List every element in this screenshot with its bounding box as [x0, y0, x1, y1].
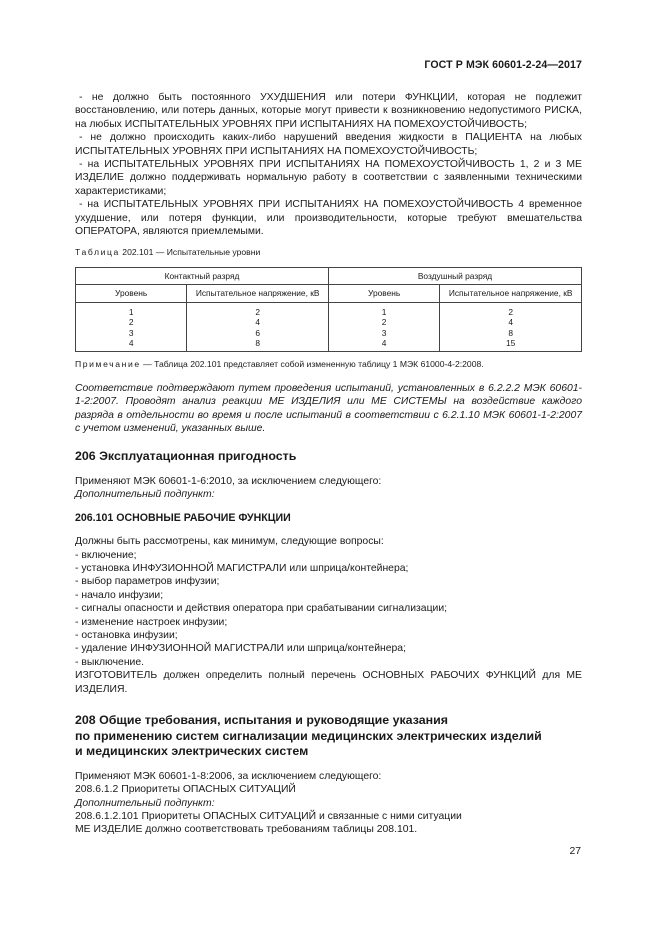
cell-value: 2	[128, 317, 134, 328]
table-caption	[75, 246, 582, 259]
cell-value: 6	[255, 327, 260, 338]
table-column-header: Уровень	[76, 285, 187, 302]
list-item: - выключение.	[75, 656, 145, 668]
table-group-header: Воздушный разряд	[328, 267, 581, 284]
list-item: - удаление ИНФУЗИОННОЙ МАГИСТРАЛИ или шприца/контейнера;	[75, 643, 406, 655]
table-cell	[328, 302, 439, 352]
cell-value: 4	[381, 337, 387, 348]
additional-subclause-label: Дополнительный подпункт:	[75, 489, 215, 501]
cell-value: 8	[255, 337, 260, 348]
clause-title: 208.6.1.2 Приоритеты ОПАСНЫХ СИТУАЦИЙ	[75, 784, 296, 796]
applied-standard: Применяют МЭК 60601-1-8:2006, за исключением следующего:	[75, 770, 382, 782]
heading-line: 208 Общие требования, испытания и руководящие указания	[75, 713, 448, 728]
applied-standard: Применяют МЭК 60601-1-6:2010, за исключением следующего:	[75, 475, 382, 487]
cell-value: 3	[381, 327, 387, 338]
test-levels-table	[75, 267, 582, 352]
cell-value: 1	[128, 306, 134, 317]
manufacturer-paragraph: ИЗГОТОВИТЕЛЬ должен определить полный перечень ОСНОВНЫХ РАБОЧИХ ФУНКЦИЙ для МЕ ИЗДЕЛИЯ.	[75, 670, 582, 695]
subclause-title: 208.6.1.2.101 Приоритеты ОПАСНЫХ СИТУАЦИЙ и связанные с ними ситуации	[75, 811, 462, 823]
cell-value: 4	[508, 317, 513, 328]
list-item: - установка ИНФУЗИОННОЙ МАГИСТРАЛИ или шприца/контейнера;	[75, 562, 409, 574]
table-group-header: Контактный разряд	[76, 267, 329, 284]
paragraph: - не должно быть постоянного УХУДШЕНИЯ или потери ФУНКЦИИ, которая не подлежит восстановлению, или потерь данных, которые могут привести к возникновению недопустимого РИСКА, на любых ИСПЫТАТЕЛЬНЫХ УРОВНЯХ ПРИ ИСПЫТАНИЯХ НА ПОМЕХОУСТОЙЧИВОСТЬ;	[75, 92, 582, 130]
list-lead: Должны быть рассмотрены, как минимум, следующие вопросы:	[75, 536, 384, 548]
list-item: - изменение настроек инфузии;	[75, 616, 228, 628]
table-cell	[187, 302, 329, 352]
table-column-header: Уровень	[328, 285, 439, 302]
cell-value: 2	[508, 306, 513, 317]
list-item: - выбор параметров инфузии;	[75, 576, 220, 588]
paragraph: - на ИСПЫТАТЕЛЬНЫХ УРОВНЯХ ПРИ ИСПЫТАНИЯХ НА ПОМЕХОУСТОЙЧИВОСТЬ 4 временное ухудшение, или потеря функции, или производительности, которые требуют вмешательства ОПЕРАТОРА, являются приемлемыми.	[75, 199, 582, 238]
conformance-paragraph: Соответствие подтверждают путем проведения испытаний, установленных в 6.2.2.2 МЭК 60601-1-2:2007. Проводят анализ реакции МЕ ИЗДЕЛИЯ или МЕ СИСТЕМЫ на воздействие каждого разряда в отдельности во время и после испытаний в соответствии с 6.2.1.10 МЭК 60601-1-2:2007 с учетом изменений, указанных выше.	[75, 382, 582, 434]
cell-value: 4	[128, 337, 134, 348]
functions-list	[75, 549, 582, 670]
list-item: - начало инфузии;	[75, 589, 164, 601]
list-item: - включение;	[75, 549, 137, 561]
section-208-heading	[75, 713, 582, 760]
subsection-206-101-heading: 206.101 ОСНОВНЫЕ РАБОЧИЕ ФУНКЦИИ	[75, 511, 291, 524]
cell-value: 15	[505, 337, 516, 348]
table-caption-label: Таблица	[75, 247, 120, 258]
table-caption-title: 202.101 — Испытательные уровни	[122, 247, 261, 258]
section-206-heading: 206 Эксплуатационная пригодность	[75, 449, 297, 464]
page-number: 27	[569, 846, 581, 857]
cell-value: 2	[255, 306, 260, 317]
table-note	[75, 358, 582, 371]
heading-line: и медицинских электрических систем	[75, 744, 309, 759]
cell-value: 8	[508, 327, 513, 338]
note-text: — Таблица 202.101 представляет собой измененную таблицу 1 МЭК 61000-4-2:2008.	[143, 359, 484, 370]
cell-value: 4	[255, 317, 260, 328]
heading-line: по применению систем сигнализации медицинских электрических изделий	[75, 728, 542, 743]
note-label: Примечание	[75, 359, 141, 370]
cell-value: 2	[381, 317, 387, 328]
table-column-header: Испытательное напряжение, кВ	[440, 285, 582, 302]
additional-subclause-label: Дополнительный подпункт:	[75, 797, 215, 809]
requirement-paragraph: МЕ ИЗДЕЛИЕ должно соответствовать требованиям таблицы 208.101.	[75, 824, 418, 836]
table-column-header: Испытательное напряжение, кВ	[187, 285, 329, 302]
list-item: - остановка инфузии;	[75, 630, 178, 641]
table-cell	[76, 302, 187, 352]
cell-value: 1	[381, 306, 387, 317]
page-content	[75, 91, 582, 837]
list-item: - сигналы опасности и действия оператора при срабатывании сигнализации;	[75, 603, 448, 615]
paragraph: - на ИСПЫТАТЕЛЬНЫХ УРОВНЯХ ПРИ ИСПЫТАНИЯХ НА ПОМЕХОУСТОЙЧИВОСТЬ 1, 2 и 3 МЕ ИЗДЕЛИЕ должно поддерживать нормальную работу в соответствии с заявленными техническими характеристиками;	[75, 159, 582, 197]
paragraph: - не должно происходить каких-либо нарушений введения жидкости в ПАЦИЕНТА на любых ИСПЫТАТЕЛЬНЫХ УРОВНЯХ ПРИ ИСПЫТАНИЯХ НА ПОМЕХОУСТОЙЧИВОСТЬ;	[75, 132, 582, 157]
standard-header: ГОСТ Р МЭК 60601-2-24—2017	[424, 59, 582, 71]
table-cell	[440, 302, 582, 352]
cell-value: 3	[128, 327, 134, 338]
